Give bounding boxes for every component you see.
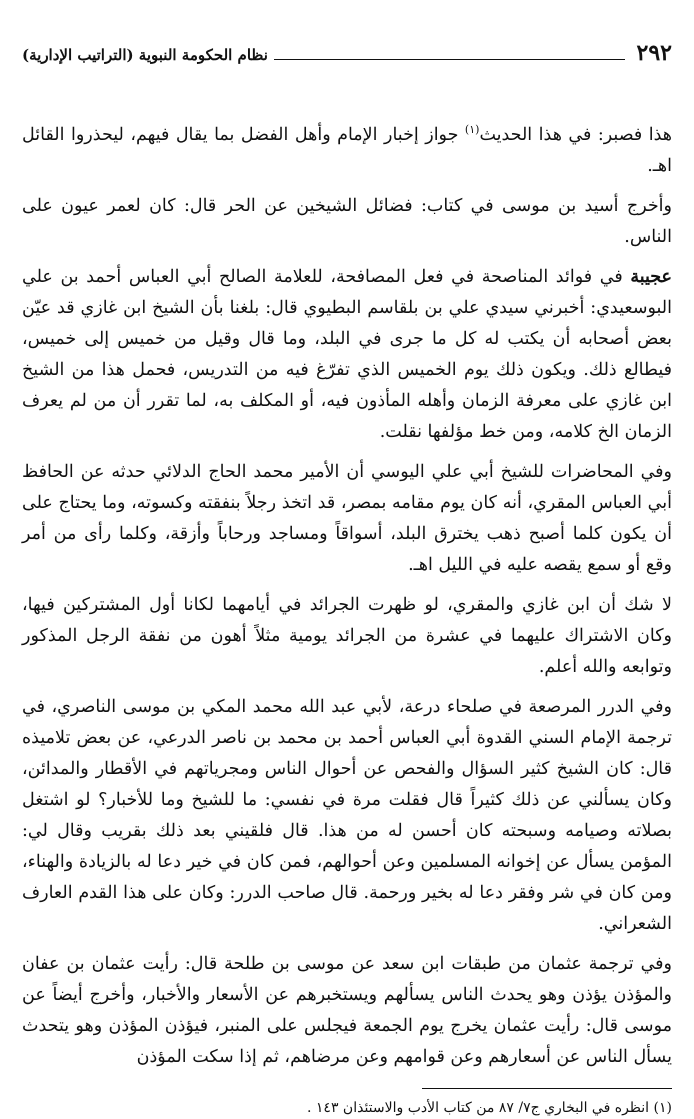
page-number: ٢٩٢: [636, 40, 672, 66]
paragraph-1-text-start: هذا فصبر: في هذا الحديث: [479, 124, 672, 145]
book-page: [22, 40, 672, 1119]
paragraph-4: [22, 457, 672, 581]
footnote: (١) انظره في البخاري ج٧/ ٨٧ من كتاب الأدب والاستئذان ١٤٣ .: [307, 1099, 672, 1116]
paragraph-2: [22, 191, 672, 253]
paragraph-6-text: وفي الدرر المرصعة في صلحاء درعة، لأبي عبد الله محمد المكي بن موسى الناصري، في ترجمة الإمام السني القدوة أبي العباس أحمد بن محمد بن ناصر الدرعي، عن بعض تلاميذه قال: كان الشيخ كثير السؤال والفحص عن أحوال الناس ومجرياتهم في الأقطار والمدائن، وكان يسألني عن ذلك كثيراً قال فقلت مرة في نفسي: ما للشيخ وما للأخبار؟ لو اشتغل بصلاته وصيامه وسبحته كان أحسن له من هذا. قال فلقيني بعد ذلك بقريب وقال لي: المؤمن يسأل عن إخوانه المسلمين وعن أحوالهم، فمن كان في خير دعا له بالزيادة والهناء، ومن كان في شر وفقر دعا له بخير ورحمة. قال صاحب الدرر: وكان على هذا القدم العارف الشعراني.: [22, 696, 672, 934]
running-title: نظام الحكومة النبوية (التراتيب الإدارية): [22, 46, 268, 64]
paragraph-3-lead: عجيبة: [630, 266, 672, 287]
paragraph-1-text-end: جواز إخبار الإمام وأهل الفضل بما يقال فيهم، ليحذروا القائل اهـ.: [22, 124, 672, 176]
header-rule: [274, 59, 625, 60]
paragraph-5-text: لا شك أن ابن غازي والمقري، لو ظهرت الجرائد في أيامهما لكانا أول المشتركين فيها، وكان الاشتراك عليهما في عشرة من الجرائد يومية مثلاً أهون من نفقة الرجل المذكور وتوابعه والله أعلم.: [22, 594, 672, 677]
footnote-rule: [422, 1088, 672, 1089]
paragraph-3-text: في فوائد المناصحة في فعل المصافحة، للعلامة الصالح أبي العباس أحمد بن علي البوسعيدي: أخبرني سيدي علي بن بلقاسم البطيوي قال: بلغنا بأن الشيخ ابن غازي قد عيّن بعض أصحابه أن يكتب له كل ما جرى في البلد، وما قال وقيل من خميس إلى خميس، فيطالع ذلك. ويكون ذلك يوم الخميس الذي تفرّغ فيه من التدريس، فحمل هذا من الشيخ ابن غازي على معرفة الزمان وأهله المأذون فيه، أو المكلف به، لما تقرر أن من لم يعرف الزمان الخ كلامه، ومن خط مؤلفها نقلت.: [22, 266, 672, 442]
body-text: [22, 114, 672, 1073]
paragraph-1: [22, 114, 672, 182]
paragraph-7: [22, 949, 672, 1073]
paragraph-2-text: وأخرج أسيد بن موسى في كتاب: فضائل الشيخين عن الحر قال: كان لعمر عيون على الناس.: [22, 195, 672, 247]
footnote-marker: (١): [464, 123, 480, 136]
paragraph-5: [22, 590, 672, 683]
paragraph-6: [22, 692, 672, 940]
paragraph-3: [22, 262, 672, 448]
paragraph-4-text: وفي المحاضرات للشيخ أبي علي اليوسي أن الأمير محمد الحاج الدلائي حدثه عن الحافظ أبي العباس المقري، أنه كان يوم مقامه بمصر، قد اتخذ رجلاً بنفقته وكسوته، وما يحتاج على أن يكون كلما أصبح ذهب يخترق البلد، أسواقاً ومساجد ورحاباً وأزقة، وكلما رأى من أمر وقع أو سمع يقصه عليه في الليل اهـ.: [22, 461, 672, 575]
paragraph-7-text: وفي ترجمة عثمان من طبقات ابن سعد عن موسى بن طلحة قال: رأيت عثمان بن عفان والمؤذن يؤذن وهو يحدث الناس يسألهم ويستخبرهم عن الأسعار والأخبار، وأخرج أيضاً عن موسى قال: رأيت عثمان يخرج يوم الجمعة فيجلس على المنبر، فيؤذن المؤذن وهو يتحدث يسأل الناس عن أسعارهم وعن قوامهم وعن مرضاهم، ثم إذا سكت المؤذن: [22, 953, 672, 1067]
page-header: [22, 40, 672, 74]
